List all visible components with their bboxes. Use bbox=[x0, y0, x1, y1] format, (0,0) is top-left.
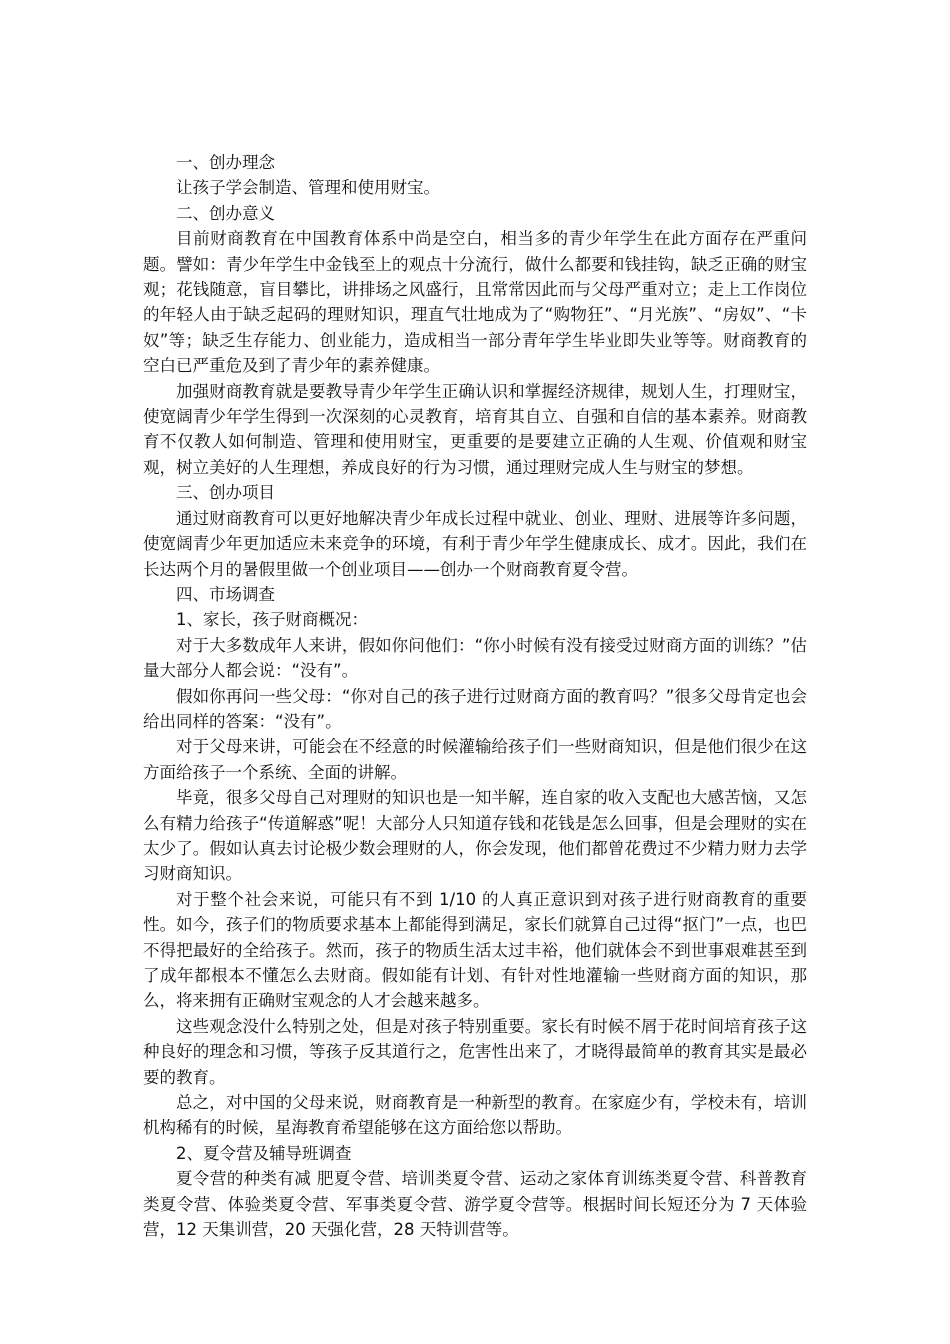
paragraph-philosophy: 让孩子学会制造、管理和使用财宝。 bbox=[176, 178, 440, 198]
paragraph-conclusion: 总之，对中国的父母来说，财商教育是一种新型的教育。在家庭少有，学校未有，培训机构稀有的时候，星海教育希望能够在这方面给您以帮助。 bbox=[143, 1093, 807, 1138]
paragraph-parents-knowledge: 毕竟，很多父母自己对理财的知识也是一知半解，连自家的收入支配也大感苦恼，又怎么有精力给孩子“传道解惑”呢！大部分人只知道存钱和花钱是怎么回事，但是会理财的实在太少了。假如认真去讨论极少数会理财的人，你会发现，他们都曾花费过不少精力财力去学习财商知识。 bbox=[143, 788, 807, 884]
paragraph-significance-1: 目前财商教育在中国教育体系中尚是空白，相当多的青少年学生在此方面存在严重问题。譬如：青少年学生中金钱至上的观点十分流行，做什么都要和钱挂钩，缺乏正确的财宝观；花钱随意，盲目攀比，讲排场之风盛行，且常常因此而与父母严重对立；走上工作岗位的年轻人由于缺乏起码的理财知识，理直气壮地成为了“购物狂”、“月光族”、“房奴”、“卡奴”等；缺乏生存能力、创业能力，造成相当一部分青年学生毕业即失业等等。财商教育的空白已严重危及到了青少年的素养健康。 bbox=[143, 229, 807, 376]
heading-market-research: 四、市场调查 bbox=[176, 584, 275, 604]
paragraph-project: 通过财商教育可以更好地解决青少年成长过程中就业、创业、理财、进展等许多问题，使宽阔青少年更加适应未来竞争的环境，有利于青少年学生健康成长、成才。因此，我们在长达两个月的暑假里做一个创业项目——创办一个财商教育夏令营。 bbox=[143, 508, 807, 579]
heading-significance: 二、创办意义 bbox=[176, 203, 275, 223]
heading-philosophy: 一、创办理念 bbox=[176, 153, 275, 172]
paragraph-society: 对于整个社会来说，可能只有不到 1/10 的人真正意识到对孩子进行财商教育的重要性。如今，孩子们的物质要求基本上都能得到满足，家长们就算自己过得“抠门”一点，也巴不得把最好的全给孩子。然而，孩子的物质生活太过丰裕，他们就体会不到世事艰难甚至到了成年都根本不懂怎么去财商。假如能有计划、有针对性地灌输一些财商方面的知识，那么，将来拥有正确财宝观念的人才会越来越多。 bbox=[143, 889, 807, 1011]
document-body bbox=[143, 150, 807, 1242]
heading-project: 三、创办项目 bbox=[176, 483, 275, 503]
paragraph-concepts: 这些观念没什么特别之处，但是对孩子特别重要。家长有时候不屑于花时间培育孩子这种良好的理念和习惯，等孩子反其道行之，危害性出来了，才晓得最简单的教育其实是最必要的教育。 bbox=[143, 1016, 807, 1087]
paragraph-parents-question: 假如你再问一些父母：“你对自己的孩子进行过财商方面的教育吗？”很多父母肯定也会给出同样的答案：“没有”。 bbox=[143, 686, 807, 731]
subheading-parents-children: 1、家长，孩子财商概况： bbox=[176, 610, 368, 630]
paragraph-summer-camp-types: 夏令营的种类有减 肥夏令营、培训类夏令营、运动之家体育训练类夏令营、科普教育类夏令营、体验类夏令营、军事类夏令营、游学夏令营等。根据时间长短还分为 7 天体验营，12 天集训营，20 天强化营，28 天特训营等。 bbox=[143, 1169, 807, 1240]
subheading-summer-camp: 2、夏令营及辅导班调查 bbox=[176, 1143, 352, 1163]
paragraph-adults: 对于大多数成年人来讲，假如你问他们：“你小时候有没有接受过财商方面的训练？”估量大部分人都会说：“没有”。 bbox=[143, 635, 807, 681]
paragraph-parents-teaching: 对于父母来讲，可能会在不经意的时候灌输给孩子们一些财商知识，但是他们很少在这方面给孩子一个系统、全面的讲解。 bbox=[143, 737, 807, 782]
paragraph-significance-2: 加强财商教育就是要教导青少年学生正确认识和掌握经济规律，规划人生，打理财宝，使宽阔青少年学生得到一次深刻的心灵教育，培育其自立、自强和自信的基本素养。财商教育不仅教人如何制造、管理和使用财宝，更重要的是要建立正确的人生观、价值观和财宝观，树立美好的人生理想，养成良好的行为习惯，通过理财完成人生与财宝的梦想。 bbox=[143, 381, 807, 477]
